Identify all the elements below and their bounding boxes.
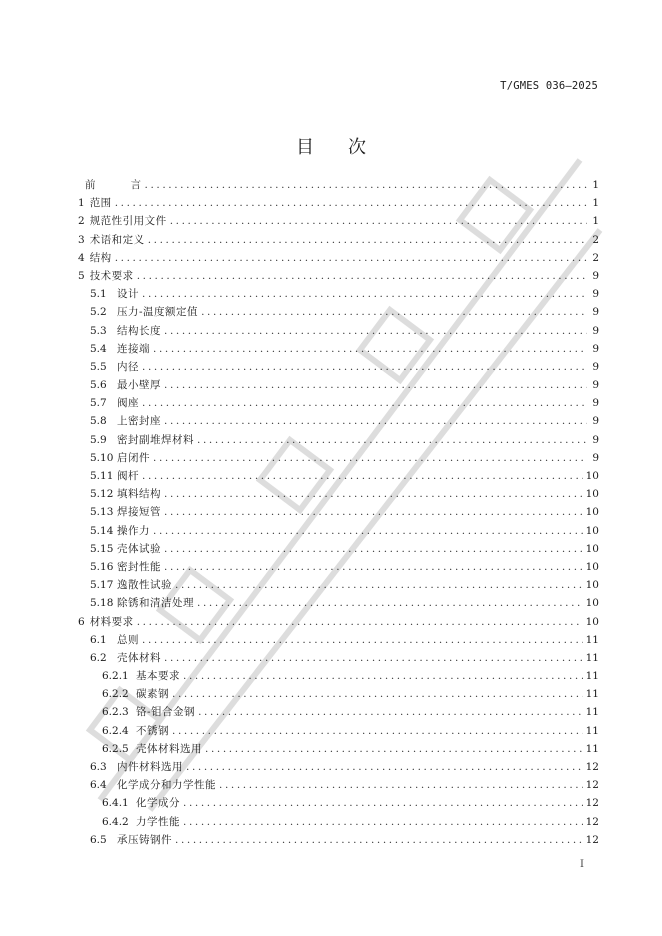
toc-entry-number: 6.1 [90,633,107,646]
toc-entry[interactable] [78,231,599,249]
toc-entry-page: 1 [592,215,599,228]
toc-entry[interactable] [78,703,599,721]
toc-entry-label: 基本要求 [136,670,180,683]
toc-entry-number: 6.4 [90,779,107,792]
toc-entry-number: 5.9 [90,433,107,446]
toc-entry[interactable] [78,431,599,449]
toc-dot-leader [148,231,587,249]
toc-entry-number: 6.4.2 [102,815,129,828]
toc-entry-page: 11 [585,742,599,755]
toc-entry[interactable] [78,267,599,285]
toc-entry[interactable] [78,449,599,467]
toc-entry[interactable] [78,358,599,376]
toc-entry-page: 12 [585,833,599,846]
toc-entry-label: 不锈钢 [136,724,169,737]
toc-entry[interactable] [78,558,599,576]
toc-entry-page: 12 [585,815,599,828]
toc-entry[interactable] [78,376,599,394]
toc-entry[interactable] [78,613,599,631]
toc-entry[interactable] [78,485,599,503]
toc-entry-label: 前 言 [85,179,142,191]
toc-entry-label: 阀座 [117,397,139,410]
toc-dot-leader [164,540,583,558]
toc-entry[interactable] [78,576,599,594]
toc-entry-page: 10 [585,560,599,573]
toc-entry-page: 12 [585,761,599,773]
toc-dot-leader [183,794,583,812]
toc-entry-page: 9 [592,324,599,337]
toc-entry-number: 5.11 [90,470,114,482]
toc-dot-leader [142,394,587,412]
toc-entry-label: 力学性能 [136,815,180,828]
toc-dot-leader [164,649,583,667]
toc-entry-page: 9 [592,397,599,410]
toc-entry-number: 5.3 [90,324,107,337]
toc-entry-number: 6 [78,615,85,628]
toc-dot-leader [145,176,587,194]
toc-entry-label: 壳体材料 [117,651,161,664]
toc-entry-number: 6.3 [90,761,107,773]
toc-entry-number: 5.6 [90,379,107,392]
toc-entry-page: 10 [585,542,599,555]
toc-entry-page: 1 [592,179,599,191]
toc-entry-number: 5.2 [90,306,107,319]
toc-dot-leader [115,249,587,267]
toc-entry-number: 5.17 [90,579,114,592]
toc-entry[interactable] [78,758,599,776]
toc-dot-leader [142,358,587,376]
toc-entry-page: 11 [585,706,599,719]
toc-entry-number: 5 [78,269,85,282]
toc-entry-label: 密封性能 [117,560,161,573]
toc-entry-label: 化学成分和力学性能 [117,779,216,792]
toc-entry[interactable] [78,194,599,212]
toc-dot-leader [175,576,583,594]
toc-entry[interactable] [78,340,599,358]
toc-entry-number: 5.18 [90,597,114,610]
toc-dot-leader [186,758,583,776]
toc-dot-leader [198,703,583,721]
toc-entry-page: 1 [592,197,599,210]
toc-entry-page: 10 [585,470,599,482]
toc-entry-number: 3 [78,233,85,246]
toc-entry-number: 5.14 [90,524,114,537]
toc-dot-leader [170,212,587,230]
toc-entry-label: 壳体材料选用 [136,742,202,755]
toc-entry[interactable] [78,631,599,649]
page-number: I [580,859,584,870]
toc-dot-leader [153,449,587,467]
toc-entry[interactable] [78,594,599,612]
toc-entry-number: 5.8 [90,415,107,428]
toc-dot-leader [142,467,583,485]
toc-dot-leader [164,485,583,503]
toc-entry-number: 6.5 [90,833,107,846]
toc-entry-page: 2 [592,251,599,264]
toc-entry-label: 压力-温度额定值 [117,306,199,319]
toc-dot-leader [183,667,583,685]
toc-entry[interactable] [78,503,599,521]
toc-entry-number: 5.7 [90,397,107,410]
toc-entry-number: 5.4 [90,342,107,355]
toc-entry-label: 铬-钼合金钢 [136,706,196,719]
toc-entry-page: 9 [592,342,599,355]
toc-entry-page: 12 [585,797,599,810]
toc-dot-leader [172,722,583,740]
page-title [0,133,662,159]
toc-entry[interactable] [78,831,599,849]
toc-dot-leader [164,558,583,576]
toc-entry-label: 逸散性试验 [117,579,172,592]
title-char-left: 目 [296,137,314,158]
toc-entry-label: 焊接短管 [117,506,161,519]
toc-entry[interactable] [78,667,599,685]
toc-entry-page: 12 [585,779,599,792]
toc-entry-label: 密封副堆焊材料 [117,433,194,446]
toc-entry-page: 11 [585,651,599,664]
toc-entry[interactable] [78,685,599,703]
toc-dot-leader [164,503,583,521]
toc-entry-page: 9 [592,306,599,319]
toc-dot-leader [201,303,587,321]
toc-dot-leader [142,285,587,303]
table-of-contents [78,176,599,849]
toc-entry[interactable] [78,412,599,430]
toc-entry-page: 9 [592,451,599,464]
toc-entry-number: 2 [78,215,85,228]
toc-entry[interactable] [78,322,599,340]
toc-entry[interactable] [78,522,599,540]
toc-entry-number: 1 [78,197,85,210]
toc-entry-label: 技术要求 [89,269,134,282]
toc-dot-leader [137,613,583,631]
toc-entry[interactable] [78,249,599,267]
toc-entry-page: 9 [592,415,599,428]
toc-entry-page: 10 [585,506,599,519]
toc-entry-label: 内件材料选用 [117,761,183,773]
toc-entry-label: 上密封座 [117,415,161,428]
toc-dot-leader [175,831,583,849]
toc-entry-page: 10 [585,615,599,628]
toc-entry-number: 6.2.2 [102,688,129,701]
toc-entry-label: 结构长度 [117,324,161,337]
toc-entry-page: 9 [592,379,599,392]
toc-entry-label: 连接端 [117,342,150,355]
toc-dot-leader [219,776,583,794]
toc-entry-number: 6.2.4 [102,724,129,737]
toc-entry-label: 结构 [89,251,112,264]
toc-dot-leader [164,376,587,394]
toc-entry-number: 5.10 [90,451,114,464]
toc-entry[interactable] [78,540,599,558]
toc-dot-leader [153,340,587,358]
toc-entry-page: 9 [592,433,599,446]
toc-dot-leader [137,267,587,285]
toc-entry[interactable] [78,813,599,831]
toc-entry-page: 11 [585,724,599,737]
toc-dot-leader [197,431,587,449]
toc-entry[interactable] [78,740,599,758]
toc-entry-page: 9 [592,360,599,373]
toc-entry-number: 5.13 [90,506,114,519]
toc-entry-label: 内径 [117,360,139,373]
toc-entry-page: 11 [585,670,599,683]
toc-entry-page: 10 [585,597,599,610]
toc-entry-number: 6.2.3 [102,706,129,719]
toc-entry-label: 操作力 [117,524,150,537]
toc-entry-number: 5.5 [90,360,107,373]
toc-entry-label: 总则 [117,633,139,646]
toc-entry-label: 除锈和清洁处理 [117,597,194,610]
toc-entry-label: 碳素钢 [136,688,169,701]
toc-entry[interactable] [78,394,599,412]
toc-entry-label: 化学成分 [136,797,180,810]
toc-dot-leader [164,322,587,340]
toc-entry-number: 5.16 [90,560,114,573]
toc-entry-label: 规范性引用文件 [89,215,167,228]
toc-dot-leader [153,522,583,540]
toc-dot-leader [164,412,587,430]
toc-entry-page: 10 [585,524,599,537]
document-code: T/GMES 036—2025 [500,80,598,92]
toc-dot-leader [205,740,583,758]
toc-entry-label: 设计 [117,288,139,301]
toc-entry-label: 材料要求 [89,615,134,628]
toc-entry-page: 10 [585,488,599,501]
toc-entry-label: 术语和定义 [89,233,145,246]
toc-entry-page: 11 [585,633,599,646]
toc-entry[interactable] [78,285,599,303]
title-char-right: 次 [348,137,366,158]
toc-entry-label: 阀杆 [117,470,139,482]
toc-entry-number: 4 [78,251,85,264]
toc-entry-number: 6.2.1 [102,670,129,683]
toc-entry-number: 5.1 [90,288,107,301]
toc-entry-label: 承压铸钢件 [117,833,172,846]
toc-entry-label: 启闭件 [117,451,150,464]
toc-entry-label: 范围 [89,197,112,210]
toc-entry-number: 6.2 [90,651,107,664]
toc-entry[interactable] [78,303,599,321]
toc-entry-label: 壳体试验 [117,542,161,555]
toc-dot-leader [172,685,583,703]
toc-entry[interactable] [78,776,599,794]
toc-dot-leader [197,594,583,612]
toc-entry-page: 11 [585,688,599,701]
toc-entry[interactable] [78,467,599,485]
toc-entry-label: 填料结构 [117,488,161,501]
toc-dot-leader [142,631,583,649]
toc-entry-page: 9 [592,288,599,301]
toc-entry-number: 6.2.5 [102,742,129,755]
toc-entry-page: 2 [592,233,599,246]
toc-entry[interactable] [78,649,599,667]
toc-entry-number: 5.15 [90,542,114,555]
toc-entry-page: 10 [585,579,599,592]
toc-entry-page: 9 [592,269,599,282]
toc-dot-leader [183,813,583,831]
toc-entry[interactable] [78,212,599,230]
toc-entry[interactable] [78,176,599,194]
toc-entry-number: 5.12 [90,488,114,501]
toc-entry[interactable] [78,722,599,740]
toc-entry[interactable] [78,794,599,812]
toc-entry-label: 最小壁厚 [117,379,161,392]
toc-dot-leader [115,194,587,212]
toc-entry-number: 6.4.1 [102,797,129,810]
